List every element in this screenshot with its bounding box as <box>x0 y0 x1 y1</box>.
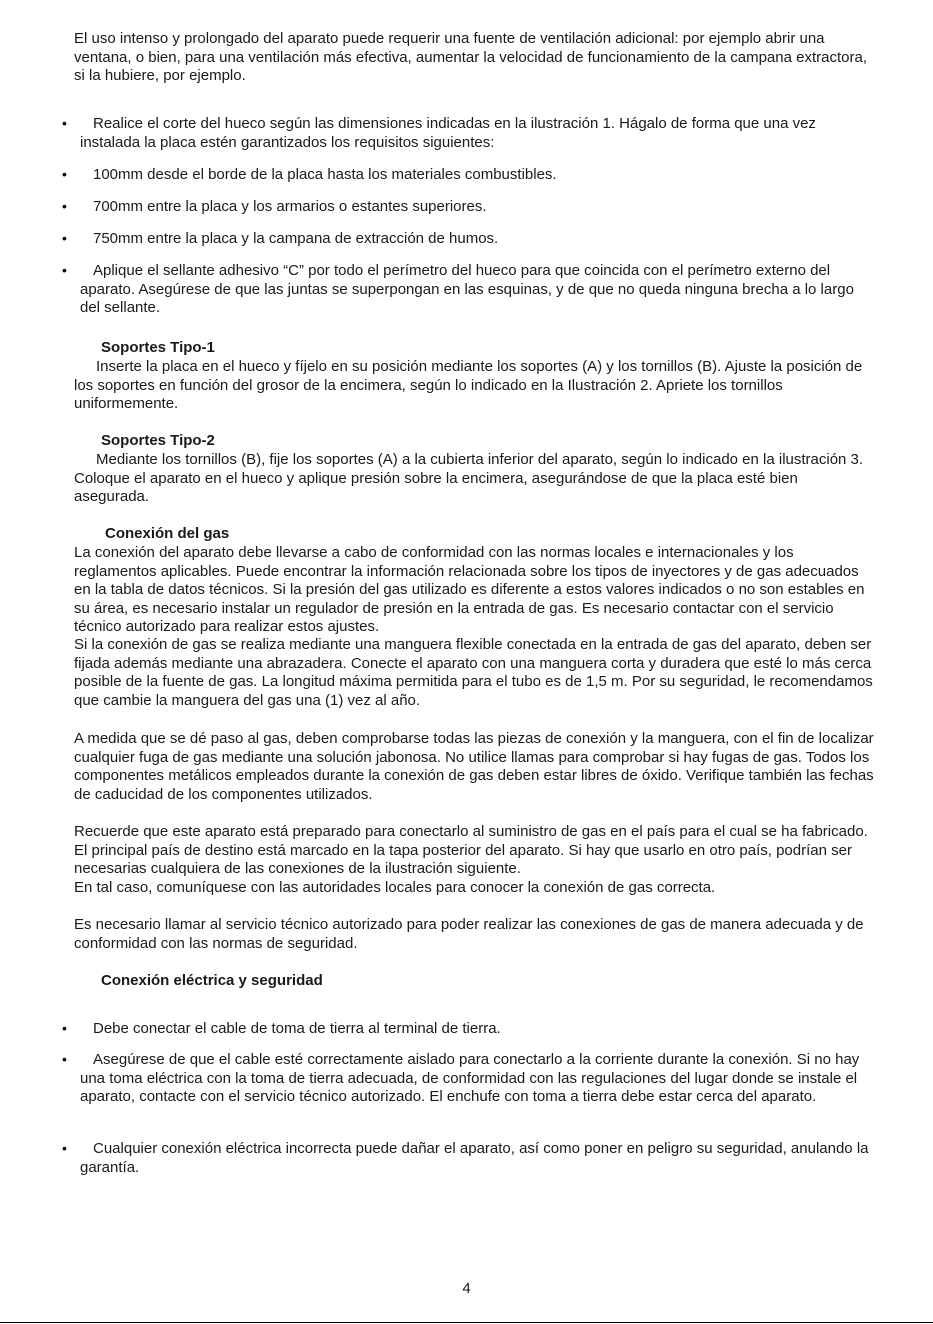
bullet-icon: • <box>62 230 67 246</box>
section-heading-soportes-2: Soportes Tipo-2 <box>101 432 215 449</box>
bullet-icon: • <box>62 1051 67 1067</box>
bullet-item <box>62 1140 870 1177</box>
bullet-item <box>62 230 870 249</box>
gas-paragraph-2: Si la conexión de gas se realiza mediante una manguera flexible conectada en la entrada de gas del aparato, deben ser fijada además mediante una abrazadera. Conecte el aparato con una manguera corta y duradera que esté lo más cerca posible de la fuente de gas. La longitud máxima permitida para el tubo es de 1,5 m. Por su seguridad, le recomendamos que cambie la manguera del gas una (1) vez al año. <box>74 636 873 709</box>
section-heading-conexion-electrica: Conexión eléctrica y seguridad <box>101 972 323 989</box>
bullet-icon: • <box>62 1020 67 1036</box>
gas-paragraph-5: En tal caso, comuníquese con las autoridades locales para conocer la conexión de gas correcta. <box>74 879 716 896</box>
gas-paragraph-1: La conexión del aparato debe llevarse a cabo de conformidad con las normas locales e internacionales y los reglamentos aplicables. Puede encontrar la información relacionada sobre los tipos de inyectores y de gas adecuados en la tabla de datos técnicos. Si la presión del gas utilizado es diferente a estos valores indicados o no son estables en su área, es necesario instalar un regulador de presión en la entrada de gas. Es necesario contactar con el servicio técnico autorizado para realizar estos ajustes. <box>74 544 865 635</box>
bullet-icon: • <box>62 262 67 278</box>
bullet-icon: • <box>62 115 67 131</box>
intro-paragraph: El uso intenso y prolongado del aparato puede requerir una fuente de ventilación adicional: por ejemplo abrir una ventana, o bien, para una ventilación más efectiva, aumentar la velocidad de funcionamiento de la campana extractora, si la hubiere, por ejemplo. <box>74 30 867 84</box>
gas-paragraph-4: Recuerde que este aparato está preparado para conectarlo al suministro de gas en el país para el cual se ha fabricado. El principal país de destino está marcado en la tapa posterior del aparato. Si hay que usarlo en otro país, podrían ser necesarias cualquiera de las conexiones de la ilustración siguiente. <box>74 823 868 877</box>
bullet-text: Aplique el sellante adhesivo “C” por todo el perímetro del hueco para que coincida con el perímetro externo del aparato. Asegúrese de que las juntas se superpongan en las esquinas, y de que no queda ninguna brecha a lo largo del sellante. <box>80 262 854 316</box>
bullet-item <box>62 262 870 318</box>
bullet-text: Cualquier conexión eléctrica incorrecta puede dañar el aparato, así como poner en peligro su seguridad, anulando la garantía. <box>80 1140 869 1176</box>
bullet-text: 100mm desde el borde de la placa hasta los materiales combustibles. <box>93 166 557 183</box>
gas-paragraph-3: A medida que se dé paso al gas, deben comprobarse todas las piezas de conexión y la manguera, con el fin de localizar cualquier fuga de gas mediante una solución jabonosa. No utilice llamas para comprobar si hay fugas de gas. Todos los componentes metálicos empleados durante la conexión de gas deben estar libres de óxido. Verifique también las fechas de caducidad de los componentes utilizados. <box>74 730 874 803</box>
gas-paragraph-6: Es necesario llamar al servicio técnico autorizado para poder realizar las conexiones de gas de manera adecuada y de conformidad con las normas de seguridad. <box>74 916 864 952</box>
bullet-text: Realice el corte del hueco según las dimensiones indicadas en la ilustración 1. Hágalo de forma que una vez instalada la placa estén garantizados los requisitos siguientes: <box>80 115 816 151</box>
bullet-text: Asegúrese de que el cable esté correctamente aislado para conectarlo a la corriente durante la conexión. Si no hay una toma eléctrica con la toma de tierra adecuada, de conformidad con las regulaciones del lugar donde se instale el aparato, contacte con el servicio técnico autorizado. El enchufe con toma a tierra debe estar cerca del aparato. <box>80 1051 860 1105</box>
bullet-text: 750mm entre la placa y la campana de extracción de humos. <box>93 230 499 247</box>
bullet-item <box>62 115 870 152</box>
section-heading-soportes-1: Soportes Tipo-1 <box>101 339 215 356</box>
bullet-item <box>62 1020 870 1039</box>
bullet-icon: • <box>62 166 67 182</box>
section-heading-conexion-gas: Conexión del gas <box>105 525 230 542</box>
bullet-item <box>62 1051 870 1107</box>
bullet-item <box>62 198 870 217</box>
bullet-icon: • <box>62 198 67 214</box>
bullet-item <box>62 166 870 185</box>
bullet-icon: • <box>62 1140 67 1156</box>
soportes-2-text: Mediante los tornillos (B), fije los soportes (A) a la cubierta inferior del aparato, según lo indicado en la ilustración 3. Coloque el aparato en el hueco y aplique presión sobre la encimera, asegurándose de que la placa esté bien asegurada. <box>74 451 864 505</box>
soportes-1-text: Inserte la placa en el hueco y fíjelo en su posición mediante los soportes (A) y los tornillos (B). Ajuste la posición de los soportes en función del grosor de la encimera, según lo indicado en la Ilustración 2. Apriete los tornillos uniformemente. <box>74 358 863 412</box>
bullet-text: Debe conectar el cable de toma de tierra al terminal de tierra. <box>93 1020 501 1037</box>
bullet-text: 700mm entre la placa y los armarios o estantes superiores. <box>93 198 487 215</box>
page-number: 4 <box>462 1280 471 1297</box>
page-bottom-divider <box>0 1322 933 1323</box>
